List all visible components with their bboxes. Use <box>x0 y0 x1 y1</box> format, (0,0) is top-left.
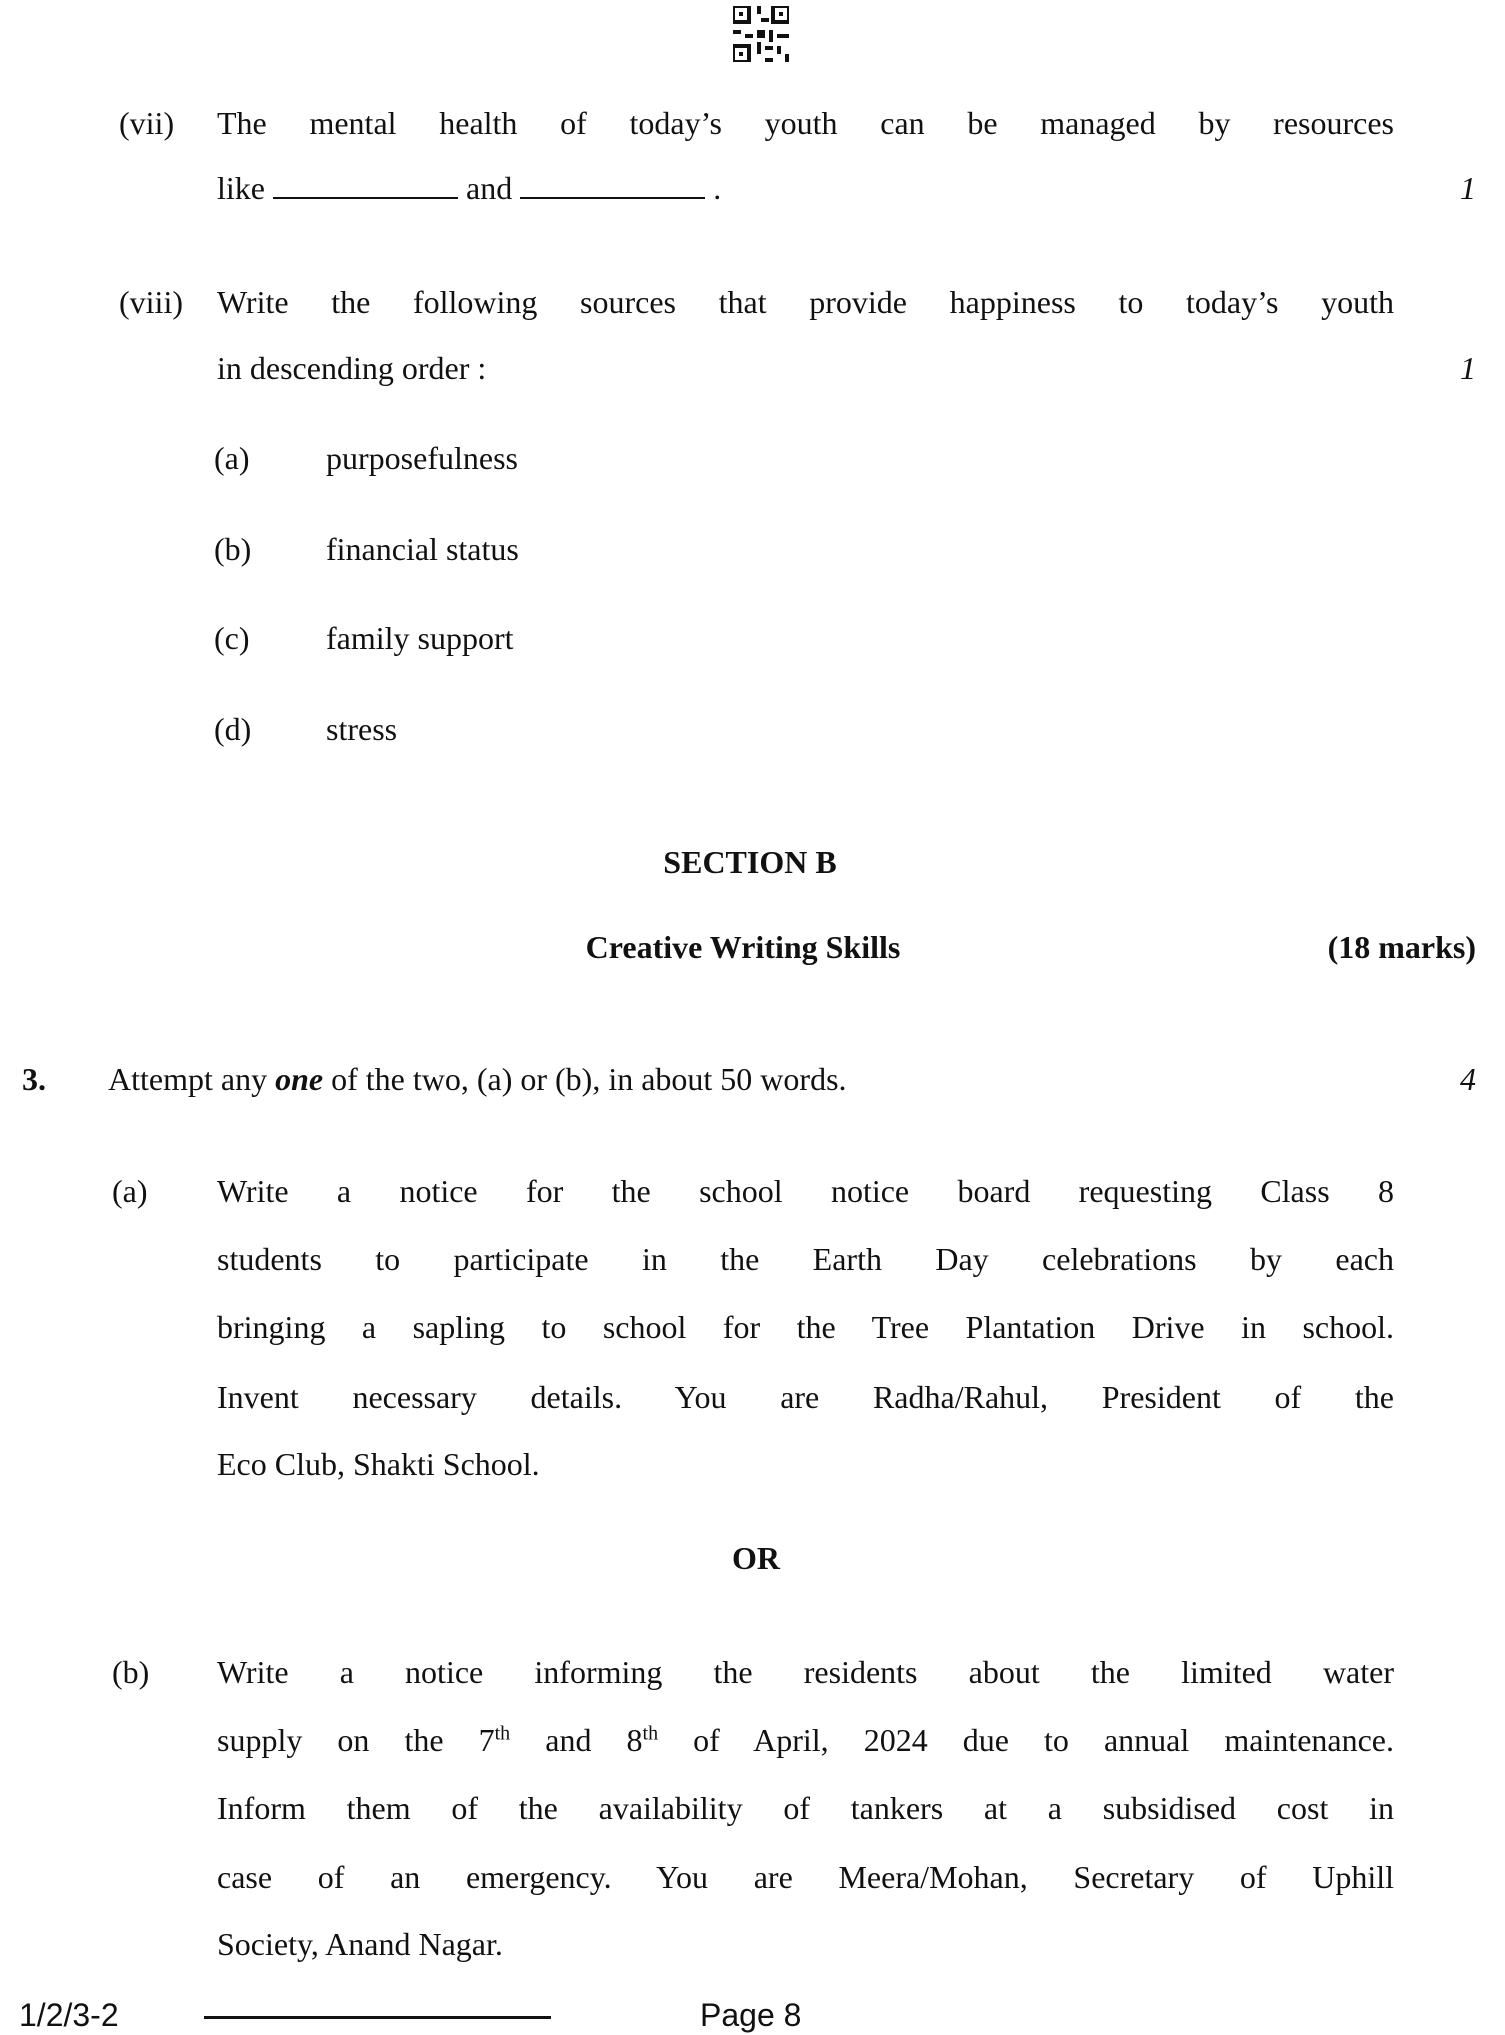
question-vii-label: (vii) <box>119 105 175 141</box>
question-3-marks: 4 <box>1460 1061 1476 1097</box>
text: and 8 <box>510 1722 643 1758</box>
text: supply on the 7 <box>217 1722 495 1758</box>
q3-b-line: Write a notice informing the residents about the limited water <box>217 1654 1394 1690</box>
option-a-text: purposefulness <box>326 440 518 476</box>
question-viii-line2: in descending order : <box>217 350 487 386</box>
superscript: th <box>642 1722 659 1745</box>
q3-b-line <box>217 1720 1394 1760</box>
question-viii-marks: 1 <box>1460 350 1476 386</box>
option-d-label: (d) <box>214 711 252 747</box>
section-subtitle: Creative Writing Skills <box>585 929 901 965</box>
q3-a-label: (a) <box>112 1173 148 1209</box>
question-vii-period: . <box>713 170 722 206</box>
q3-b-line: Society, Anand Nagar. <box>217 1926 503 1962</box>
footer-divider <box>204 2016 551 2019</box>
q3-b-line: Inform them of the availability of tankers at a subsidised cost in <box>217 1790 1394 1826</box>
question-vii-marks: 1 <box>1460 170 1476 206</box>
or-divider: OR <box>732 1540 780 1576</box>
text: of April, 2024 due to annual maintenance. <box>658 1722 1395 1758</box>
q3-b-label: (b) <box>112 1654 150 1690</box>
q3-a-line: Write a notice for the school notice board requesting Class 8 <box>217 1173 1394 1209</box>
section-title: SECTION B <box>663 844 837 880</box>
section-marks: (18 marks) <box>1327 929 1476 965</box>
footer-code: 1/2/3-2 <box>19 1997 119 2033</box>
question-vii-line1: The mental health of today’s youth can be managed by resources <box>217 105 1394 141</box>
question-vii-and: and <box>465 170 513 206</box>
option-b-label: (b) <box>214 531 252 567</box>
question-3-number: 3. <box>22 1061 46 1097</box>
option-c-label: (c) <box>214 620 250 656</box>
q3-a-line: Eco Club, Shakti School. <box>217 1446 540 1482</box>
question-viii-line1: Write the following sources that provide happiness to today’s youth <box>217 284 1394 320</box>
prompt-emphasis: one <box>275 1061 324 1097</box>
answer-blank-1[interactable] <box>273 171 458 199</box>
qr-code-icon <box>733 6 789 62</box>
prompt-text: Attempt any <box>108 1061 276 1097</box>
q3-a-line: students to participate in the Earth Day celebrations by each <box>217 1241 1394 1277</box>
q3-a-line: bringing a sapling to school for the Tree Plantation Drive in school. <box>217 1309 1394 1345</box>
answer-blank-2[interactable] <box>520 171 705 199</box>
option-d-text: stress <box>326 711 398 747</box>
superscript: th <box>494 1722 511 1745</box>
footer-page-number: Page 8 <box>700 1997 802 2033</box>
option-c-text: family support <box>326 620 514 656</box>
question-3-prompt <box>108 1059 847 1099</box>
question-vii-like: like <box>217 170 265 206</box>
option-b-text: financial status <box>326 531 519 567</box>
question-viii-label: (viii) <box>119 284 183 320</box>
q3-b-line: case of an emergency. You are Meera/Mohan, Secretary of Uphill <box>217 1859 1394 1895</box>
question-vii-line2 <box>217 168 1394 208</box>
option-a-label: (a) <box>214 440 250 476</box>
q3-a-line: Invent necessary details. You are Radha/Rahul, President of the <box>217 1379 1394 1415</box>
prompt-text-end: of the two, (a) or (b), in about 50 words. <box>323 1061 847 1097</box>
